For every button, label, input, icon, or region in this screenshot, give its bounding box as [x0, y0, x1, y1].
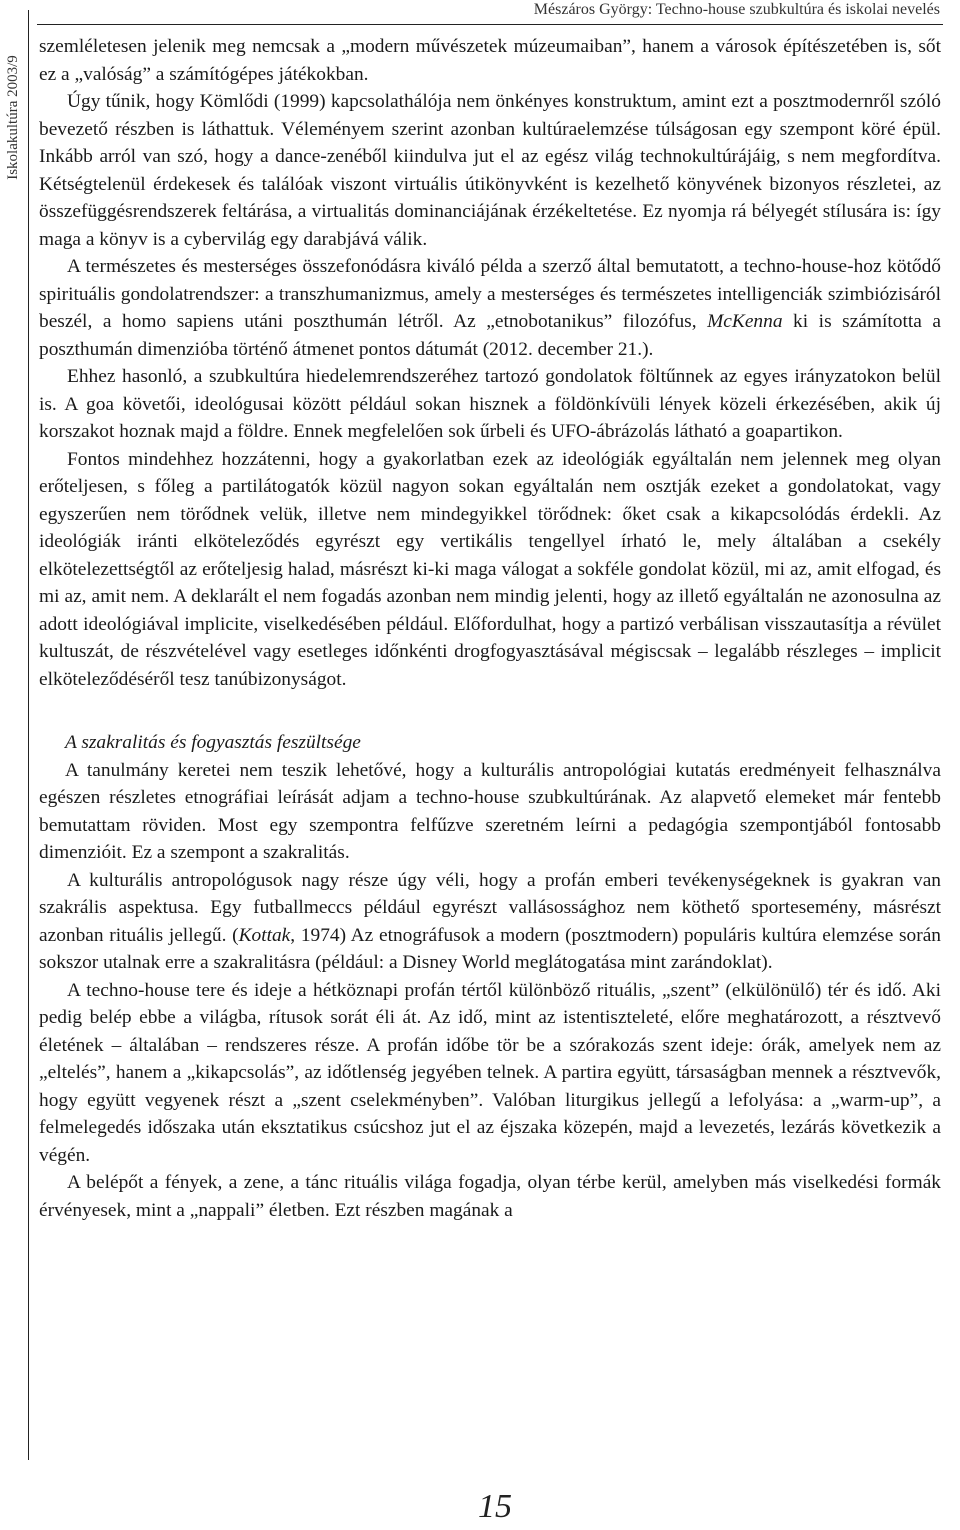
- side-label: [0, 10, 26, 225]
- paragraph-3: [39, 253, 941, 363]
- paragraph-7-text-b: , 1974) Az etnográfusok a modern (posztmodern) populáris kultúra elemzése során sokszor utalnak erre a szakralitásra (például: a Disney World meglátogatása mint zarándoklat).: [39, 924, 942, 973]
- paragraph-7-text-a: A kulturális antropológusok nagy része úgy véli, hogy a profán emberi tevékenységeknek is gyakran van szakrális aspektusa. Egy futballmeccs például egyrészt vallásossághoz nem köthető sportesemény, másrészt azonban rituális jellegű. (: [39, 869, 941, 946]
- side-rule: [28, 10, 29, 1460]
- paragraph-4: Ehhez hasonló, a szubkultúra hiedelemrendszeréhez tartozó gondolatok föltűnnek az egyes irányzatokon belül is. A goa követői, ideológusai között például sokan hisznek a földönkívüli lények közeli érkezésében, akik új korszakot hoznak majd a földre. Ennek megfelelően sok űrbeli és UFO-ábrázolás látható a goapartikon.: [39, 366, 941, 442]
- article-body: [39, 33, 941, 1224]
- header-rule: [37, 24, 943, 25]
- paragraph-3-text-b: ki is számította a poszthumán dimenzióba történő átmenet pontos dátumát (2012. december 21.).: [39, 311, 941, 360]
- author-name-mckenna: McKenna: [707, 311, 783, 332]
- author-name-kottak: Kottak: [238, 924, 291, 946]
- paragraph-6: A tanulmány keretei nem teszik lehetővé, hogy a kulturális antropológiai kutatás eredményeit felhasználva egészen részletes etnográfiai leírását adjam a techno-house szubkultúrának. Az alapvető elemeket már fentebb bemutattam röviden. Most egy szempontra felfűzve szeretném leírni a pedagógia szempontjából fontosabb dimenzióit. Ez a szempont a szakralitás.: [39, 759, 941, 863]
- running-header: Mészáros György: Techno-house szubkultúra és iskolai nevelés: [533, 1, 940, 18]
- paragraph-8: A techno-house tere és ideje a hétköznapi profán tértől különböző rituális, „szent” (elkülönülő) tér és idő. Aki pedig belép ebbe a világba, rítusok sorát éli át. Az idő, mint az istentiszteleté, előre meghatározott, a résztvevő életének – általában – rendszeres része. A profán időbe tör be a szórakozás szent ideje: órák, amelyek nem az „eltelés”, hanem a „kikapcsolás”, az időtlenség jegyében telnek. A partira együtt, társaságban mennek a résztvevők, hogy együtt vegyenek részt a „szent cselekményben”. Valóban liturgikus jellegű a lefolyása: a „warm-up”, a felmelegedés időszaka után eksztatikus csúcshoz jut el az éjszaka közepén, majd a levezetés, lezárás következik a végén.: [39, 979, 941, 1166]
- section-heading: A szakralitás és fogyasztás feszültsége: [65, 732, 361, 753]
- paragraph-3-text-a: A természetes és mesterséges összefonódásra kiváló példa a szerző által bemutatott, a techno-house-hoz kötődő spirituális gondolatrendszer: a transzhumanizmus, amely a mesterséges és természetes intelligenciák szimbiózisáról beszél, a homo sapiens utáni poszthumán létről. Az „etnobotanikus” filozófus,: [39, 256, 941, 332]
- paragraph-1: szemléletesen jelenik meg nemcsak a „modern művészetek múzeumaiban”, hanem a városok építészetében is, sőt ez a „valóság” a számítógépes játékokban.: [39, 36, 941, 85]
- paragraph-9: A belépőt a fények, a zene, a tánc rituális világa fogadja, olyan térbe kerül, amelyben más viselkedési formák érvényesek, mint a „nappali” életben. Ezt részben magának a: [39, 1172, 941, 1221]
- paragraph-5: Fontos mindehhez hozzátenni, hogy a gyakorlatban ezek az ideológiák egyáltalán nem jelennek meg olyan erőteljesen, s főleg a partilátogatók közül nagyon sokan egyáltalán nem osztják ezeket a gondolatokat, vagy egyszerűen nem törődnek velük, illetve nem mindegyikkel törődnek: őket csak a kikapcsolódás érdekli. Az ideológiák iránti elköteleződés egyrészt egy vertikális tengellyel írható le, mely általában a csekély elkötelezettségtől az erőteljesig halad, másrészt ki-ki maga válogat a sokféle gondolat közül, mi az, amit elfogad, és mi az, amit nem. A deklarált el nem fogadás azonban nem mindig jelenti, hogy az illető egyáltalán ne azonosulna az adott ideológiával implicite, viselkedésében például. Előfordulhat, hogy a partizó verbálisan visszautasítja a révület kultuszát, de részvételével vagy esetleges időnkénti drogfogyasztásával mégiscsak – legalább részleges – implicit elköteleződéséről tesz tanúbizonyságot.: [39, 448, 941, 690]
- journal-issue-label: Iskolakultúra 2003/9: [4, 55, 21, 180]
- paragraph-2: Úgy tűnik, hogy Kömlődi (1999) kapcsolathálója nem önkényes konstruktum, amint ezt a posztmodernről szóló bevezető részben is láthattuk. Véleményem szerint azonban kultúraelemzése túlságosan egy szempont köré épül. Inkább arról van szó, hogy a dance-zenéből kiindulva jut el az egész világ technokultúrájáig, s nem megfordítva. Kétségtelenül érdekesek és találóak viszont virtuális útikönyvként is kezelhető könyvének bizonyos részletei, az összefüggésrendszerek feltárása, a virtualitás dominanciájának érzékeltetése. Ez nyomja rá bélyegét stílusára is: így maga a könyv is a cybervilág egy darabjává válik.: [39, 91, 941, 250]
- page-number: 15: [478, 1488, 512, 1525]
- paragraph-7: [39, 867, 941, 977]
